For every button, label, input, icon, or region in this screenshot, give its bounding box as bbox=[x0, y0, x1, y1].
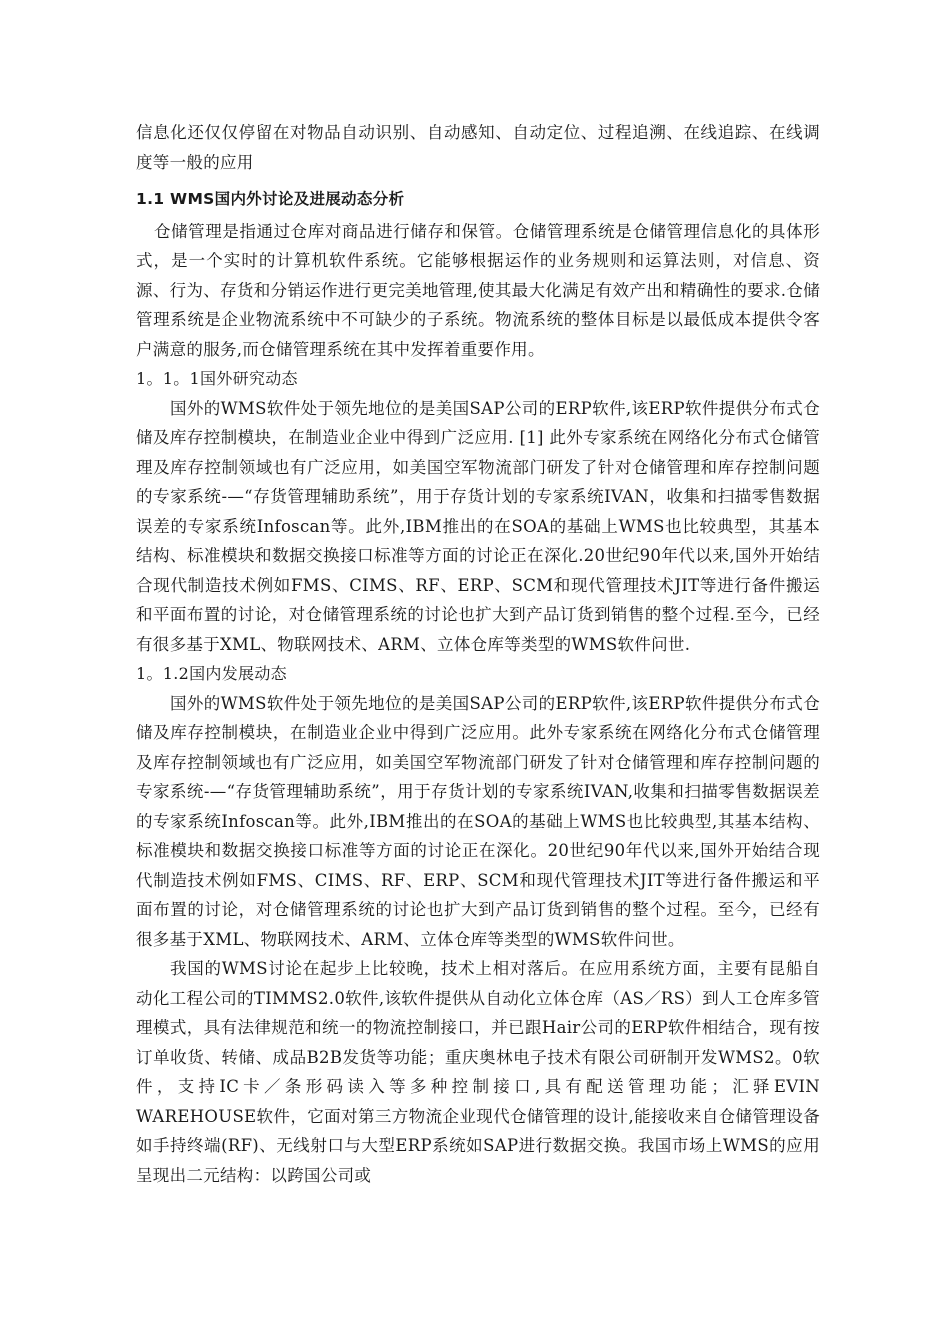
document-body bbox=[136, 118, 820, 1190]
intro-paragraph: 信息化还仅仅停留在对物品自动识别、自动感知、自动定位、过程追溯、在线追踪、在线调度等一般的应用 bbox=[136, 123, 820, 172]
subsection1-paragraph: 国外的WMS软件处于领先地位的是美国SAP公司的ERP软件,该ERP软件提供分布式仓储及库存控制模块，在制造业企业中得到广泛应用. [1] 此外专家系统在网络化分布式仓储管理及库存控制领域也有广泛应用，如美国空军物流部门研发了针对仓储管理和库存控制问题的专家系统-—“存货管理辅助系统”，用于存货计划的专家系统IVAN，收集和扫描零售数据误差的专家系统Infoscan等。此外,IBM推出的在SOA的基础上WMS也比较典型，其基本结构、标准模块和数据交换接口标准等方面的讨论正在深化.20世纪90年代以来,国外开始结合现代制造技术例如FMS、CIMS、RF、ERP、SCM和现代管理技术JIT等进行备件搬运和平面布置的讨论，对仓储管理系统的讨论也扩大到产品订货到销售的整个过程.至今，已经有很多基于XML、物联网技术、ARM、立体仓库等类型的WMS软件问世. bbox=[136, 398, 820, 654]
subsection2-paragraph-1: 国外的WMS软件处于领先地位的是美国SAP公司的ERP软件,该ERP软件提供分布式仓储及库存控制模块，在制造业企业中得到广泛应用。此外专家系统在网络化分布式仓储管理及库存控制领域也有广泛应用，如美国空军物流部门研发了针对仓储管理和库存控制问题的专家系统-—“存货管理辅助系统”，用于存货计划的专家系统IVAN,收集和扫描零售数据误差的专家系统Infoscan等。此外,IBM推出的在SOA的基础上WMS也比较典型,其基本结构、标准模块和数据交换接口标准等方面的讨论正在深化。20世纪90年代以来,国外开始结合现代制造技术例如FMS、CIMS、RF、ERP、SCM和现代管理技术JIT等进行备件搬运和平面布置的讨论，对仓储管理系统的讨论也扩大到产品订货到销售的整个过程。至今，已经有很多基于XML、物联网技术、ARM、立体仓库等类型的WMS软件问世。 bbox=[136, 693, 820, 949]
section-heading: 1.1 WMS国内外讨论及进展动态分析 bbox=[136, 190, 405, 208]
subsection2-heading: 1。1.2国内发展动态 bbox=[136, 664, 287, 683]
subsection2-paragraph-2: 我国的WMS讨论在起步上比较晚，技术上相对落后。在应用系统方面，主要有昆船自动化工程公司的TIMMS2.0软件,该软件提供从自动化立体仓库（AS／RS）到人工仓库多管理模式，具有法律规范和统一的物流控制接口，并已跟Hair公司的ERP软件相结合，现有按订单收货、转储、成品B2B发货等功能；重庆奥林电子技术有限公司研制开发WMS2。0软件，支持IC卡／条形码读入等多种控制接口,具有配送管理功能；汇驿EVIN WAREHOUSE软件，它面对第三方物流企业现代仓储管理的设计,能接收来自仓储管理设备如手持终端(RF)、无线射口与大型ERP系统如SAP进行数据交换。我国市场上WMS的应用呈现出二元结构：以跨国公司或 bbox=[136, 959, 820, 1185]
section-paragraph: 仓储管理是指通过仓库对商品进行储存和保管。仓储管理系统是仓储管理信息化的具体形式，是一个实时的计算机软件系统。它能够根据运作的业务规则和运算法则，对信息、资源、行为、存货和分销运作进行更完美地管理,使其最大化满足有效产出和精确性的要求.仓储管理系统是企业物流系统中不可缺少的子系统。物流系统的整体目标是以最低成本提供令客户满意的服务,而仓储管理系统在其中发挥着重要作用。 bbox=[136, 221, 820, 359]
subsection1-heading: 1。1。1国外研究动态 bbox=[136, 369, 298, 388]
